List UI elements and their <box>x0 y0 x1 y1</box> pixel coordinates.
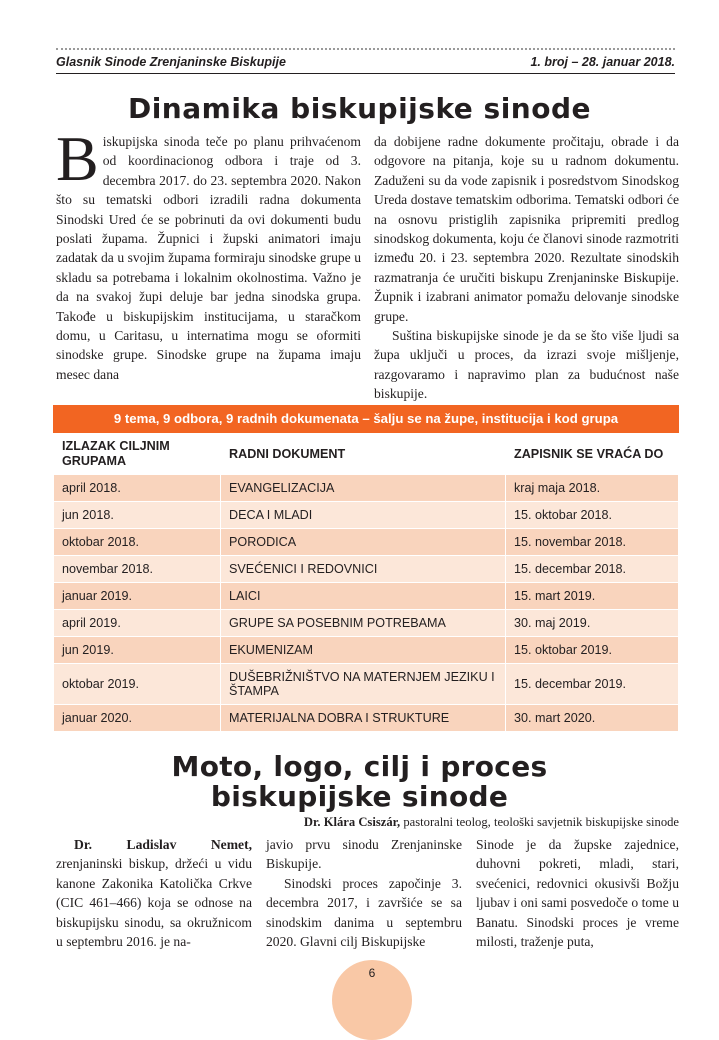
table-cell: 15. oktobar 2019. <box>506 637 679 664</box>
byline-role: pastoralni teolog, teološki savjetnik biskupijske sinode <box>400 815 679 829</box>
table-cell: MATERIJALNA DOBRA I STRUKTURE <box>221 705 506 732</box>
table-cell: oktobar 2019. <box>54 664 221 705</box>
table-cell: 15. oktobar 2018. <box>506 502 679 529</box>
article-paragraph: Suština biskupijske sinode je da se što više ljudi sa župa uključi u proces, da izrazi svoje mišljenje, razgovaramo i napravimo plan za budućnost naše biskupije. <box>374 328 679 402</box>
table-row <box>54 502 679 529</box>
article-paragraph: Sinode je da župske zajednice, duhovni pokreti, mladi, stari, svećenici, redovnici okusivši Božju ljubav i oni sami posvedoče o tome u Banatu. Sinodski proces je vreme milosti, traženje puta, <box>476 837 679 950</box>
table-cell: januar 2019. <box>54 583 221 610</box>
table-row <box>54 637 679 664</box>
byline-author: Dr. Klára Csiszár, <box>303 815 401 829</box>
table-row <box>54 529 679 556</box>
table-row <box>54 583 679 610</box>
article-2-column-1 <box>56 835 252 951</box>
table-cell: april 2018. <box>54 475 221 502</box>
table-row <box>54 664 679 705</box>
publication-name: Glasnik Sinode Zrenjaninske Biskupije <box>56 55 286 69</box>
table-cell: 30. maj 2019. <box>506 610 679 637</box>
table-cell: oktobar 2018. <box>54 529 221 556</box>
table-cell: LAICI <box>221 583 506 610</box>
article-paragraph: javio prvu sinodu Zrenjaninske Biskupije. <box>266 837 462 872</box>
table-cell: januar 2020. <box>54 705 221 732</box>
paragraph-text: zrenjaninski biskup, držeći u vidu kanone Zakonika Katolička Crkve (CIC 461–466) koja se odnose na biskupijsku sinodu, sa okružnicom u septembru 2016. je na- <box>56 856 252 950</box>
schedule-grid <box>53 433 679 732</box>
table-cell: 15. novembar 2018. <box>506 529 679 556</box>
article-column-1 <box>56 123 361 384</box>
table-cell: EVANGELIZACIJA <box>221 475 506 502</box>
table-cell: PORODICA <box>221 529 506 556</box>
article-paragraph: Sinodski proces započinje 3. decembra 2017, i završiće se sa sinodskim danima u septembru 2020. Glavni cilj Biskupijske <box>266 875 462 950</box>
article-2-title-line: Moto, logo, cilj i proces <box>171 750 548 783</box>
byline <box>304 815 679 830</box>
table-cell: 15. mart 2019. <box>506 583 679 610</box>
table-cell: jun 2019. <box>54 637 221 664</box>
column-header: IZLAZAK CILJNIM GRUPAMA <box>54 434 221 475</box>
table-header-row <box>54 434 679 475</box>
article-paragraph <box>56 835 252 951</box>
header-dotted-rule <box>56 48 675 50</box>
issue-date: 1. broj – 28. januar 2018. <box>530 55 675 69</box>
paragraph-text: iskupijska sinoda teče po planu prihvaćenom od koordinacionog odbora i traje od 3. decembra 2017. do 23. septembra 2020. Nakon što su tematski odbori izradili radna dokumenta Sinodski Ured će se pobrinuti da ovi dokumenti budu poslati župama. Župnici i župski animatori imaju zadatak da u svojim župama formiraju sinodske grupe u skladu sa potrebama i lokalnim okolnostima. Važno je da na svakoj župi deluje bar jedna sinodska grupa. Takođe u biskupijskim institucijama, u staračkom domu, u Caritasu, u internatima mogu se oformiti sinodske grupe. Sinodske grupe na župama imaju mesec dana <box>56 134 361 382</box>
table-cell: 15. decembar 2018. <box>506 556 679 583</box>
column-header: ZAPISNIK SE VRAĆA DO <box>506 434 679 475</box>
table-row <box>54 475 679 502</box>
column-header: RADNI DOKUMENT <box>221 434 506 475</box>
author-name: Dr. Ladislav Nemet, <box>74 837 252 852</box>
article-paragraph <box>56 123 361 384</box>
table-cell: 30. mart 2020. <box>506 705 679 732</box>
table-cell: jun 2018. <box>54 502 221 529</box>
article-title: Dinamika biskupijske sinode <box>127 92 592 125</box>
table-cell: novembar 2018. <box>54 556 221 583</box>
table-cell: SVEĆENICI I REDOVNICI <box>221 556 506 583</box>
header-rule <box>56 73 675 74</box>
page-number: 6 <box>368 966 376 980</box>
schedule-table <box>53 405 679 732</box>
table-cell: DUŠEBRIŽNIŠTVO NA MATERNJEM JEZIKU I ŠTAMPA <box>221 664 506 705</box>
table-cell: 15. decembar 2019. <box>506 664 679 705</box>
table-cell: EKUMENIZAM <box>221 637 506 664</box>
table-cell: GRUPE SA POSEBNIM POTREBAMA <box>221 610 506 637</box>
article-2-title-line: biskupijske sinode <box>210 780 509 813</box>
table-cell: DECA I MLADI <box>221 502 506 529</box>
drop-cap: B <box>56 123 99 194</box>
table-row <box>54 610 679 637</box>
table-banner: 9 tema, 9 odbora, 9 radnih dokumenata – šalju se na župe, institucija i kod grupa <box>53 405 679 433</box>
article-column-2 <box>374 132 679 404</box>
article-paragraph: da dobijene radne dokumente pročitaju, obrade i da odgovore na pitanja, koje su u radnom dokumentu. Zaduženi su da vode zapisnik i posredstvom Sinodskog Ureda dostave tematskim odborima. Tematski odbori će na osnovu pristiglih zapisnika pripremiti predlog sinodskog dokumenta, koju će članovi sinode razmotriti između 20. i 23. septembra 2020. Rezultate sinodskih razmatranja će uručiti biskupu Zrenjaninske Biskupije. Župnik i izabrani animator pomažu delovanje sinodske grupe. <box>374 134 679 324</box>
table-cell: april 2019. <box>54 610 221 637</box>
table-cell: kraj maja 2018. <box>506 475 679 502</box>
table-row <box>54 705 679 732</box>
table-row <box>54 556 679 583</box>
article-2-title <box>0 752 719 812</box>
article-2-column-2 <box>266 835 462 951</box>
article-2-column-3 <box>476 835 679 951</box>
